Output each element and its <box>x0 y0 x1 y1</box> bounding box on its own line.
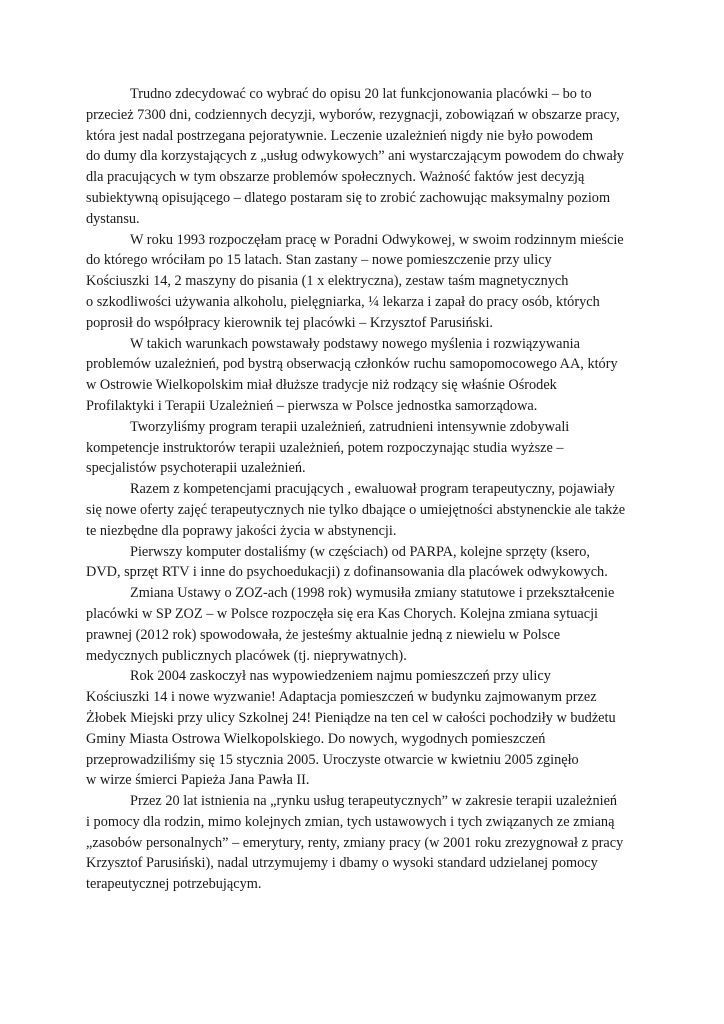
paragraph <box>86 479 642 541</box>
text-line: w Ostrowie Wielkopolskim miał dłuższe tradycje niż rodzący się właśnie Ośrodek <box>86 377 557 394</box>
text-line: specjalistów psychoterapii uzależnień. <box>86 460 306 477</box>
paragraph <box>86 666 642 791</box>
text-line: poprosił do współpracy kierownik tej placówki – Krzysztof Parusiński. <box>86 314 493 331</box>
text-line: W roku 1993 rozpoczęłam pracę w Poradni Odwykowej, w swoim rodzinnym mieście <box>130 231 624 248</box>
text-line: Kościuszki 14, 2 maszyny do pisania (1 x elektryczna), zestaw taśm magnetycznych <box>86 273 569 290</box>
paragraph <box>86 791 642 895</box>
paragraph <box>86 542 642 584</box>
text-line: Kościuszki 14 i nowe wyzwanie! Adaptacja pomieszczeń w budynku zajmowanym przez <box>86 689 597 706</box>
text-line: Przez 20 lat istnienia na „rynku usług terapeutycznych” w zakresie terapii uzależnień <box>130 793 618 810</box>
text-line: o szkodliwości używania alkoholu, pielęgniarka, ¼ lekarza i zapał do pracy osób, których <box>86 293 600 310</box>
text-line: Zmiana Ustawy o ZOZ-ach (1998 rok) wymusiła zmiany statutowe i przekształcenie <box>130 585 615 602</box>
text-line: w wirze śmierci Papieża Jana Pawła II. <box>86 772 310 789</box>
text-line: Pierwszy komputer dostaliśmy (w częściach) od PARPA, kolejne sprzęty (ksero, <box>130 543 590 560</box>
text-line: subiektywną opisującego – dlatego postaram się to zrobić zachowując maksymalny poziom <box>86 189 611 206</box>
text-line: kompetencje instruktorów terapii uzależnień, potem rozpoczynając studia wyższe – <box>86 439 564 456</box>
text-line: przecież 7300 dni, codziennych decyzji, wyborów, rezygnacji, zobowiązań w obszarze pracy, <box>86 106 620 123</box>
paragraph <box>86 230 642 334</box>
document-body <box>86 84 642 895</box>
text-line: prawnej (2012 rok) spowodowała, że jesteśmy aktualnie jedną z niewielu w Polsce <box>86 626 561 643</box>
text-line: DVD, sprzęt RTV i inne do psychoedukacji) z dofinansowania dla placówek odwykowych. <box>86 564 608 581</box>
text-line: Razem z kompetencjami pracujących , ewaluował program terapeutyczny, pojawiały <box>130 481 615 498</box>
paragraph <box>86 334 642 417</box>
text-line: Profilaktyki i Terapii Uzależnień – pierwsza w Polsce jednostka samorządowa. <box>86 397 538 414</box>
text-line: się nowe oferty zajęć terapeutycznych nie tylko dbające o umiejętności abstynenckie ale także <box>86 501 626 518</box>
text-line: dystansu. <box>86 210 140 227</box>
text-line: przeprowadziliśmy się 15 stycznia 2005. Uroczyste otwarcie w kwietniu 2005 zginęło <box>86 751 579 768</box>
text-line: do dumy dla korzystających z „usług odwykowych” ani wystarczającym powodem do chwały <box>86 148 624 165</box>
text-line: która jest nadal postrzegana pejoratywnie. Leczenie uzależnień nigdy nie było powodem <box>86 127 593 144</box>
text-line: Gminy Miasta Ostrowa Wielkopolskiego. Do nowych, wygodnych pomieszczeń <box>86 730 546 747</box>
text-line: medycznych publicznych placówek (tj. nieprywatnych). <box>86 647 407 664</box>
text-line: Żłobek Miejski przy ulicy Szkolnej 24! Pieniądze na ten cel w całości pochodziły w budżetu <box>86 709 616 726</box>
text-line: terapeutycznej potrzebującym. <box>86 876 262 893</box>
text-line: Trudno zdecydować co wybrać do opisu 20 lat funkcjonowania placówki – bo to <box>130 86 592 102</box>
text-line: do którego wróciłam po 15 latach. Stan zastany – nowe pomieszczenie przy ulicy <box>86 252 552 269</box>
paragraph <box>86 417 642 479</box>
text-line: Krzysztof Parusiński), nadal utrzymujemy i dbamy o wysoki standard udzielanej pomocy <box>86 855 598 872</box>
text-line: te niezbędne dla poprawy jakości życia w abstynencji. <box>86 522 397 539</box>
text-line: „zasobów personalnych” – emerytury, renty, zmiany pracy (w 2001 roku zrezygnował z pracy <box>86 834 624 851</box>
paragraph <box>86 583 642 666</box>
text-line: Tworzyliśmy program terapii uzależnień, zatrudnieni intensywnie zdobywali <box>130 418 570 435</box>
text-line: W takich warunkach powstawały podstawy nowego myślenia i rozwiązywania <box>130 335 580 352</box>
text-line: i pomocy dla rodzin, mimo kolejnych zmian, tych ustawowych i tych związanych ze zmianą <box>86 813 615 830</box>
text-line: dla pracujących w tym obszarze problemów społecznych. Ważność faktów jest decyzją <box>86 169 585 186</box>
text-line: problemów uzależnień, pod bystrą obserwacją członków ruchu samopomocowego AA, który <box>86 356 618 373</box>
paragraph <box>86 84 642 230</box>
text-line: Rok 2004 zaskoczył nas wypowiedzeniem najmu pomieszczeń przy ulicy <box>130 668 551 685</box>
text-line: placówki w SP ZOZ – w Polsce rozpoczęła się era Kas Chorych. Kolejna zmiana sytuacji <box>86 605 599 622</box>
